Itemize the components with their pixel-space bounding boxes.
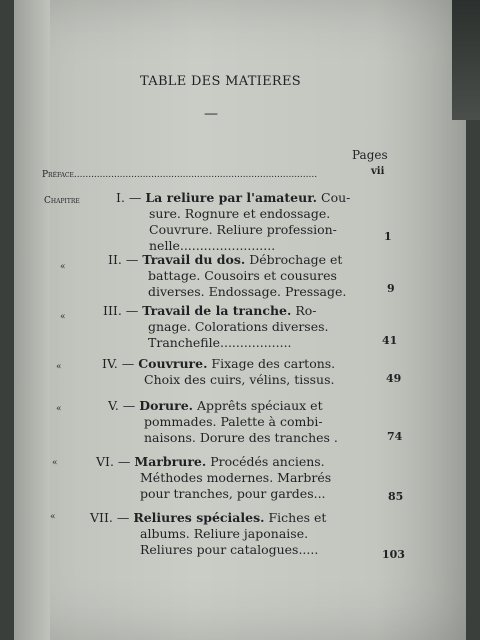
background-corner: [452, 0, 480, 120]
ditto-mark: «: [52, 458, 58, 468]
chapter-title: Marbrure.: [134, 454, 207, 469]
chapter-line: naisons. Dorure des tranches .: [144, 430, 338, 445]
chapter-title: Couvrure.: [138, 356, 208, 371]
chapter-line: Couvrure. Reliure profession-: [149, 222, 337, 237]
chapter-line: diverses. Endossage. Pressage.: [148, 284, 347, 299]
chapter-line: Tranchefile..................: [148, 335, 292, 350]
toc-entry: [108, 252, 346, 300]
chapter-line: gnage. Colorations diverses.: [148, 319, 329, 334]
toc-entry: [116, 190, 350, 254]
chapter-line: nelle........................: [149, 238, 276, 253]
chapter-line: battage. Cousoirs et cousures: [148, 268, 337, 283]
chapter-line: Procédés anciens.: [210, 454, 325, 469]
page-gutter: [14, 0, 50, 640]
chapter-page: 1: [384, 230, 392, 243]
chapter-page: 74: [387, 430, 403, 443]
chapter-number: I. —: [116, 190, 142, 205]
toc-entry: [96, 454, 331, 502]
chapter-number: II. —: [108, 252, 139, 267]
chapter-number: IV. —: [102, 356, 135, 371]
chapter-line: Ro-: [295, 303, 317, 318]
chapter-line: Reliures pour catalogues.....: [140, 542, 319, 557]
preface-entry: [42, 170, 388, 180]
chapter-line: Cou-: [321, 190, 351, 205]
ditto-mark: «: [56, 362, 62, 372]
title-dash: —: [204, 106, 218, 122]
chapter-page: 103: [382, 548, 405, 561]
ditto-mark: «: [56, 404, 62, 414]
chapter-line: sure. Rognure et endossage.: [149, 206, 331, 221]
chapter-page: 41: [382, 334, 398, 347]
chapter-line: Méthodes modernes. Marbrés: [140, 470, 332, 485]
chapter-line: Débrochage et: [249, 252, 343, 267]
toc-entry: [102, 356, 335, 388]
chapter-title: Reliures spéciales.: [133, 510, 265, 525]
chapter-title: La reliure par l'amateur.: [145, 190, 318, 205]
chapter-line: Fixage des cartons.: [211, 356, 336, 371]
chapter-page: 49: [386, 372, 402, 385]
chapter-title: Dorure.: [139, 398, 194, 413]
chapter-line: pommades. Palette à combi-: [144, 414, 323, 429]
chapter-line: pour tranches, pour gardes...: [140, 486, 326, 501]
toc-entry: [108, 398, 338, 446]
chapter-line: Apprêts spéciaux et: [197, 398, 323, 413]
ditto-mark: «: [60, 312, 66, 322]
ditto-mark: «: [60, 262, 66, 272]
page-title: TABLE DES MATIERES: [140, 74, 301, 89]
chapter-number: III. —: [103, 303, 139, 318]
chapter-line: albums. Reliure japonaise.: [140, 526, 309, 541]
chapter-number: VII. —: [90, 510, 130, 525]
pages-column-header: Pages: [352, 148, 388, 162]
chapter-number: V. —: [108, 398, 136, 413]
leader-dots: .....................................................................................: [73, 170, 318, 180]
toc-entry: [90, 510, 326, 558]
chapter-word: Chapitre: [44, 196, 80, 206]
chapter-number: VI. —: [96, 454, 131, 469]
chapter-line: Fiches et: [268, 510, 327, 525]
chapter-page: 9: [387, 282, 395, 295]
chapter-title: Travail de la tranche.: [142, 303, 292, 318]
preface-label: Préface: [42, 170, 74, 180]
ditto-mark: «: [50, 512, 56, 522]
chapter-line: Choix des cuirs, vélins, tissus.: [144, 372, 335, 387]
toc-entry: [103, 303, 329, 351]
chapter-page: 85: [388, 490, 404, 503]
chapter-title: Travail du dos.: [142, 252, 246, 267]
preface-page: vii: [371, 166, 385, 177]
